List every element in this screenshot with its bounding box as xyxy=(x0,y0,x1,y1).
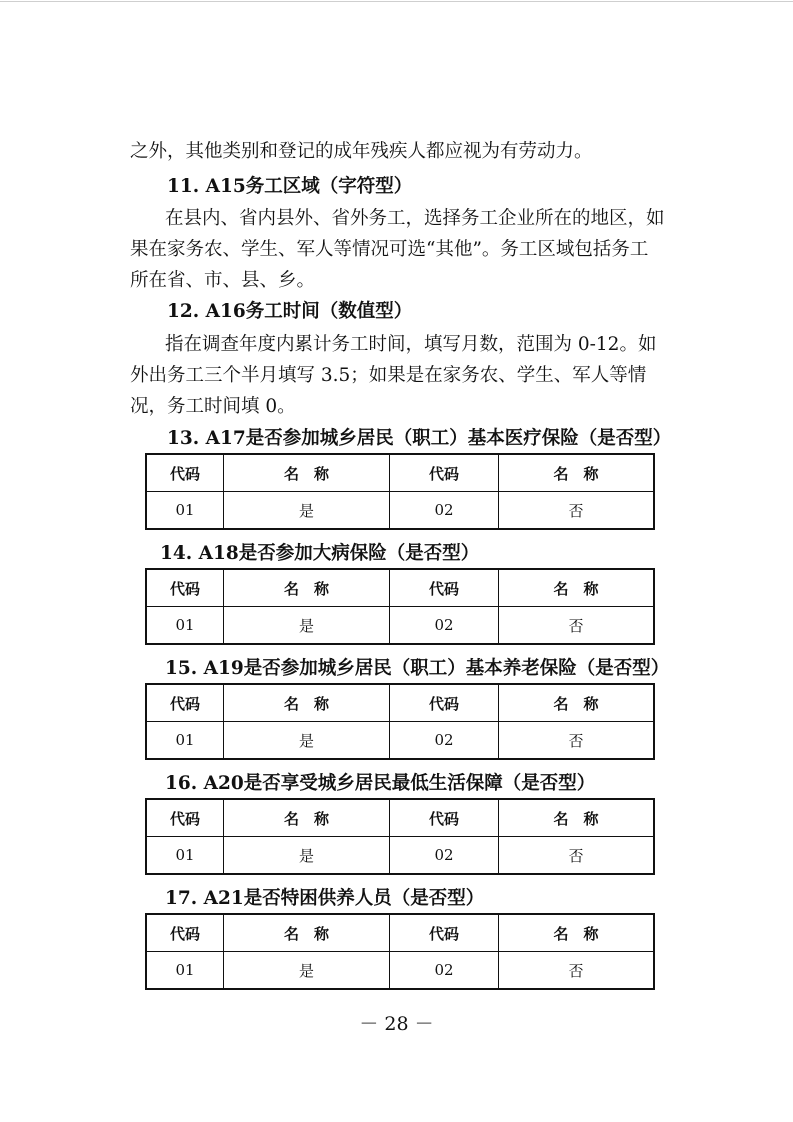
cell-code: 01 xyxy=(146,837,224,875)
cell-name: 否 xyxy=(499,722,655,760)
header-code: 代码 xyxy=(146,684,224,722)
header-name: 名 称 xyxy=(224,799,390,837)
paragraph-line: 所在省、市、县、乡。 xyxy=(130,270,316,291)
header-name: 名 称 xyxy=(499,799,655,837)
section-heading-13: 13. A17是否参加城乡居民（职工）基本医疗保险（是否型） xyxy=(167,428,672,449)
code-table-a18 xyxy=(145,568,655,645)
code-table-a20 xyxy=(145,798,655,875)
header-code: 代码 xyxy=(390,914,499,952)
table-header-row xyxy=(146,799,654,837)
cell-code: 01 xyxy=(146,607,224,645)
header-name: 名 称 xyxy=(224,914,390,952)
paragraph-line: 外出务工三个半月填写 3.5；如果是在家务农、学生、军人等情 xyxy=(130,365,647,386)
cell-code: 02 xyxy=(390,492,499,530)
paragraph-line: 指在调查年度内累计务工时间，填写月数，范围为 0-12。如 xyxy=(165,334,657,355)
cell-name: 是 xyxy=(224,607,390,645)
cell-code: 01 xyxy=(146,952,224,990)
table-header-row xyxy=(146,454,654,492)
table-header-row xyxy=(146,684,654,722)
code-table-a19 xyxy=(145,683,655,760)
header-name: 名 称 xyxy=(224,454,390,492)
header-code: 代码 xyxy=(146,914,224,952)
header-code: 代码 xyxy=(390,569,499,607)
cell-code: 01 xyxy=(146,492,224,530)
header-code: 代码 xyxy=(390,684,499,722)
cell-name: 否 xyxy=(499,492,655,530)
code-table-a17 xyxy=(145,453,655,530)
header-name: 名 称 xyxy=(499,684,655,722)
header-code: 代码 xyxy=(146,799,224,837)
paragraph-line: 之外，其他类别和登记的成年残疾人都应视为有劳动力。 xyxy=(130,141,593,162)
header-code: 代码 xyxy=(146,569,224,607)
table-row xyxy=(146,952,654,990)
table-row xyxy=(146,607,654,645)
table-row xyxy=(146,492,654,530)
header-name: 名 称 xyxy=(499,914,655,952)
cell-name: 是 xyxy=(224,492,390,530)
section-heading-12: 12. A16务工时间（数值型） xyxy=(167,301,413,322)
cell-name: 是 xyxy=(224,837,390,875)
cell-name: 是 xyxy=(224,952,390,990)
cell-code: 02 xyxy=(390,952,499,990)
header-name: 名 称 xyxy=(499,569,655,607)
header-name: 名 称 xyxy=(499,454,655,492)
paragraph-line: 果在家务农、学生、军人等情况可选“其他”。务工区域包括务工 xyxy=(130,239,649,260)
table-header-row xyxy=(146,569,654,607)
header-name: 名 称 xyxy=(224,684,390,722)
paragraph-line: 况，务工时间填 0。 xyxy=(130,396,296,417)
cell-code: 01 xyxy=(146,722,224,760)
cell-name: 否 xyxy=(499,837,655,875)
cell-name: 否 xyxy=(499,952,655,990)
header-code: 代码 xyxy=(390,454,499,492)
table-row xyxy=(146,837,654,875)
paragraph-line: 在县内、省内县外、省外务工，选择务工企业所在的地区，如 xyxy=(165,208,665,229)
header-name: 名 称 xyxy=(224,569,390,607)
cell-code: 02 xyxy=(390,837,499,875)
table-header-row xyxy=(146,914,654,952)
header-code: 代码 xyxy=(390,799,499,837)
cell-code: 02 xyxy=(390,722,499,760)
code-table-a21 xyxy=(145,913,655,990)
section-heading-17: 17. A21是否特困供养人员（是否型） xyxy=(165,888,485,909)
cell-name: 否 xyxy=(499,607,655,645)
section-heading-11: 11. A15务工区域（字符型） xyxy=(167,176,413,197)
page-number: － 28 － xyxy=(359,1013,434,1035)
section-heading-14: 14. A18是否参加大病保险（是否型） xyxy=(160,543,480,564)
cell-code: 02 xyxy=(390,607,499,645)
cell-name: 是 xyxy=(224,722,390,760)
table-row xyxy=(146,722,654,760)
header-code: 代码 xyxy=(146,454,224,492)
section-heading-15: 15. A19是否参加城乡居民（职工）基本养老保险（是否型） xyxy=(165,658,670,679)
section-heading-16: 16. A20是否享受城乡居民最低生活保障（是否型） xyxy=(165,773,596,794)
